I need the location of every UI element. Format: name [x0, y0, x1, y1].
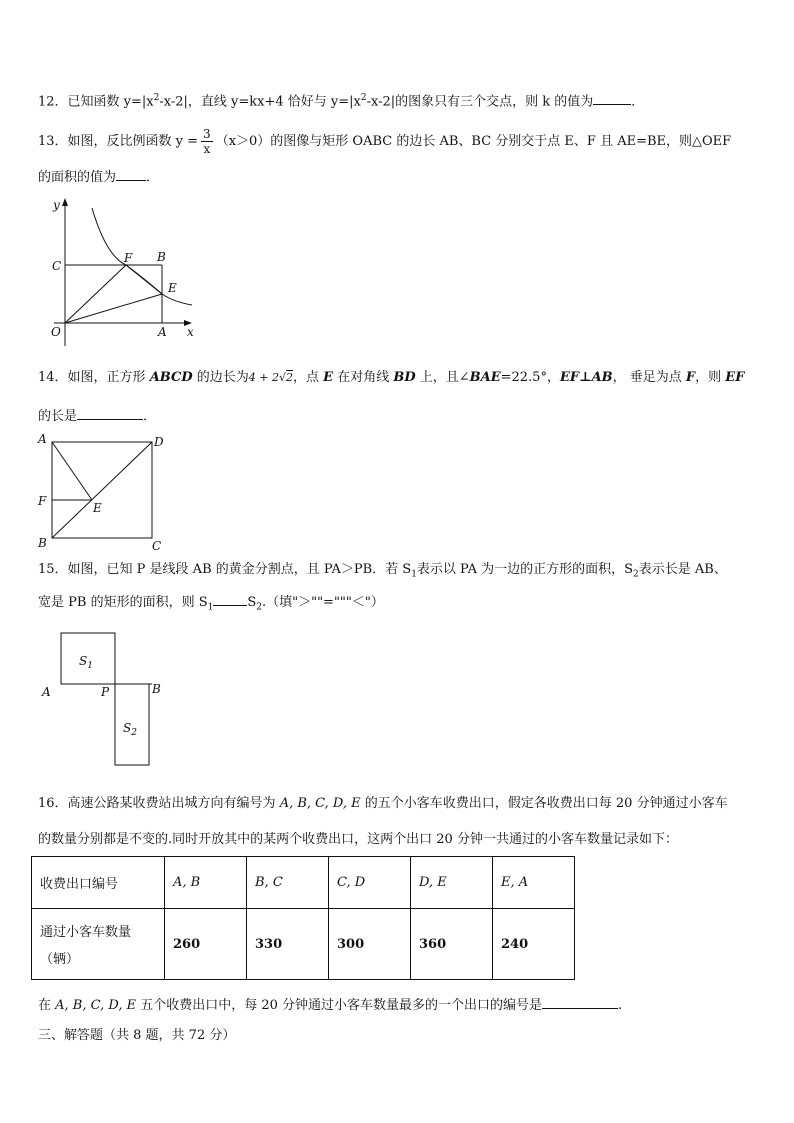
q15-text-b: 表示以 PA 为一边的正方形的面积，S	[416, 562, 634, 577]
q14-label-a: A	[38, 432, 47, 446]
q15-label-a: A	[42, 685, 51, 699]
q16-table-head-counts-b: （辆）	[40, 952, 80, 967]
q14-text-i: 的长是	[38, 409, 78, 424]
q16-line-3	[38, 994, 622, 1016]
q12-sup-1: 2	[153, 93, 160, 103]
q13-y-arrow	[62, 198, 68, 206]
q14-side-b: 2	[286, 371, 293, 384]
q15-sub-1a: 1	[411, 569, 417, 580]
q13-frac-num: 3	[203, 127, 211, 141]
q14-label-f: F	[38, 494, 47, 508]
q16-table-count: 360	[411, 909, 493, 980]
q14-text-b: 的边长为	[192, 370, 249, 385]
q14-point-f: F	[685, 370, 696, 385]
q13-label-x: x	[187, 325, 194, 339]
q16-answer-blank[interactable]	[542, 994, 618, 1009]
q15-label-s2-sub: 2	[131, 728, 137, 738]
q15-figure	[34, 625, 184, 775]
q14-text-h: ，则	[695, 370, 726, 385]
q15-label-s2-letter: S	[123, 721, 132, 735]
q13-frac-den: x	[203, 142, 211, 156]
q13-text-a: 13．如图，反比例函数 y =	[38, 134, 199, 149]
q16-text-c: 的数量分别都是不变的.同时开放其中的某两个收费出口，这两个出口 20 分钟一共通过的小客车数量记录如下：	[38, 832, 678, 847]
q16-table-pair: D, E	[411, 857, 493, 909]
q16-text-a: 16．高速公路某收费站出城方向有编号为	[38, 796, 280, 811]
q14-line-1: 14．如图，正方形 ABCD 的边长为4 + 2√2，点 E 在对角线 BD 上，且∠BAE=22.5°，EF⊥AB， 垂足为点 F，则 EF	[38, 370, 745, 385]
q13-label-e: E	[168, 281, 177, 295]
q15-sub-1b: 1	[207, 602, 214, 613]
q13-answer-blank[interactable]	[116, 166, 146, 181]
q14-label-b: B	[38, 536, 47, 550]
q16-end: .	[618, 998, 623, 1013]
q13-label-a: A	[158, 325, 167, 339]
q14-line-2	[38, 405, 156, 427]
q15-label-p: P	[101, 685, 110, 699]
q13-label-b: B	[157, 250, 166, 264]
q13-text-b: （x＞0）的图像与矩形 OABC 的边长 AB、BC 分别交于点 E、F 且 AE=BE，则△OEF	[215, 134, 732, 149]
q14-text-a: 14．如图，正方形	[38, 370, 150, 385]
q16-table-count: 300	[329, 909, 411, 980]
q12-answer-blank[interactable]	[593, 90, 631, 105]
q14-diagonal: BD	[393, 370, 416, 385]
q12-text-c: -x-2|的图象只有三个交点，则 k 的值为	[366, 94, 594, 110]
q15-label-s1	[79, 654, 93, 671]
q14-side-a: 4 + 2	[248, 371, 279, 384]
section-3-title: 三、解答题（共 8 题，共 72 分）	[38, 1028, 236, 1043]
q16-table-pair: B, C	[247, 857, 329, 909]
q14-angle: BAE	[469, 370, 501, 385]
q13-line-2	[38, 166, 159, 188]
q15-label-s1-sub: 1	[87, 661, 93, 671]
q14-diagonal-bd	[52, 442, 152, 538]
q14-point-e: E	[323, 370, 334, 385]
q14-label-d: D	[154, 435, 164, 449]
q15-line-2	[38, 591, 384, 618]
q15-sub-2a: 2	[633, 569, 639, 580]
q15-label-s1-letter: S	[79, 654, 88, 668]
q16-table-head-exits: 收费出口编号	[32, 857, 165, 909]
q16-table	[31, 856, 575, 980]
q14-answer-blank[interactable]	[77, 405, 143, 420]
q13-label-o: O	[51, 325, 61, 339]
q16-table-head-counts	[32, 909, 165, 980]
q13-fraction	[201, 127, 213, 156]
q16-table-row-counts	[32, 909, 575, 980]
q15-text-f: .（填"＞""="""＜"）	[261, 595, 384, 610]
q16-table-row-exits	[32, 857, 575, 909]
q15-answer-blank[interactable]	[213, 591, 247, 606]
q14-text-c: ，点	[293, 370, 324, 385]
q16-table-pair: A, B	[165, 857, 247, 909]
q12-text-b: -x-2|，直线 y=kx+4 恰好与 y=|x	[159, 94, 361, 110]
q15-line-1	[38, 560, 727, 585]
q14-perp: EF⊥AB	[559, 370, 613, 385]
q15-label-s2	[123, 721, 137, 738]
q12-text-a: 12．已知函数 y=|x	[38, 94, 154, 110]
q14-segment-ae	[52, 442, 92, 500]
q16-table-head-counts-a: 通过小客车数量	[40, 925, 132, 940]
q14-end: ．	[143, 409, 157, 424]
q15-text-a: 15．如图，已知 P 是线段 AB 的黄金分割点，且 PA＞PB．若 S	[38, 562, 412, 577]
q16-table-count: 260	[165, 909, 247, 980]
q15-text-d: 宽是 PB 的矩形的面积，则 S	[38, 595, 208, 610]
q12-end: ．	[631, 94, 645, 110]
q13-end: ．	[146, 170, 160, 185]
q15-rect-s2	[115, 684, 149, 765]
q16-text-b: 的五个小客车收费出口，假定各收费出口每 20 分钟通过小客车	[360, 796, 728, 811]
q16-table-pair: C, D	[329, 857, 411, 909]
q13-hyperbola	[92, 208, 192, 305]
q12-line	[38, 88, 644, 112]
q13-label-y: y	[53, 198, 60, 212]
q16-table-count: 330	[247, 909, 329, 980]
q16-exits-2: A, B, C, D, E	[55, 998, 137, 1013]
q16-exits-1: A, B, C, D, E	[279, 796, 361, 811]
q15-label-b: B	[152, 682, 161, 696]
q14-label-c: C	[152, 539, 162, 553]
q16-table-count: 240	[493, 909, 575, 980]
q15-square-s1	[61, 633, 115, 684]
q13-label-f: F	[124, 251, 133, 265]
q13-label-c: C	[52, 259, 62, 273]
q15-text-c: 表示长是 AB、	[638, 562, 727, 577]
q14-text-e: 上，且∠	[415, 370, 470, 385]
q12-sup-2: 2	[360, 93, 367, 103]
q13-segment-fe	[126, 265, 162, 294]
q13-line-1	[38, 127, 731, 156]
q14-square-name: ABCD	[149, 370, 193, 385]
q15-sub-2b: 2	[256, 602, 262, 613]
q14-text-g: ， 垂足为点	[612, 370, 686, 385]
q14-ef: EF	[725, 370, 745, 385]
q16-text-d: 在	[38, 998, 56, 1013]
q15-text-e: S	[247, 595, 257, 610]
q14-text-f: =22.5°，	[500, 370, 560, 385]
q13-text-c: 的面积的值为	[38, 170, 117, 185]
q14-label-e: E	[93, 501, 102, 515]
q14-text-d: 在对角线	[333, 370, 394, 385]
q16-line-1	[38, 794, 728, 814]
q16-text-e: 五个收费出口中，每 20 分钟通过小客车数量最多的一个出口的编号是	[136, 998, 543, 1013]
q13-figure	[34, 194, 204, 354]
section-3-heading	[38, 1026, 235, 1046]
q16-table-pair: E, A	[493, 857, 575, 909]
q14-figure	[34, 430, 174, 555]
q16-line-2	[38, 830, 678, 850]
